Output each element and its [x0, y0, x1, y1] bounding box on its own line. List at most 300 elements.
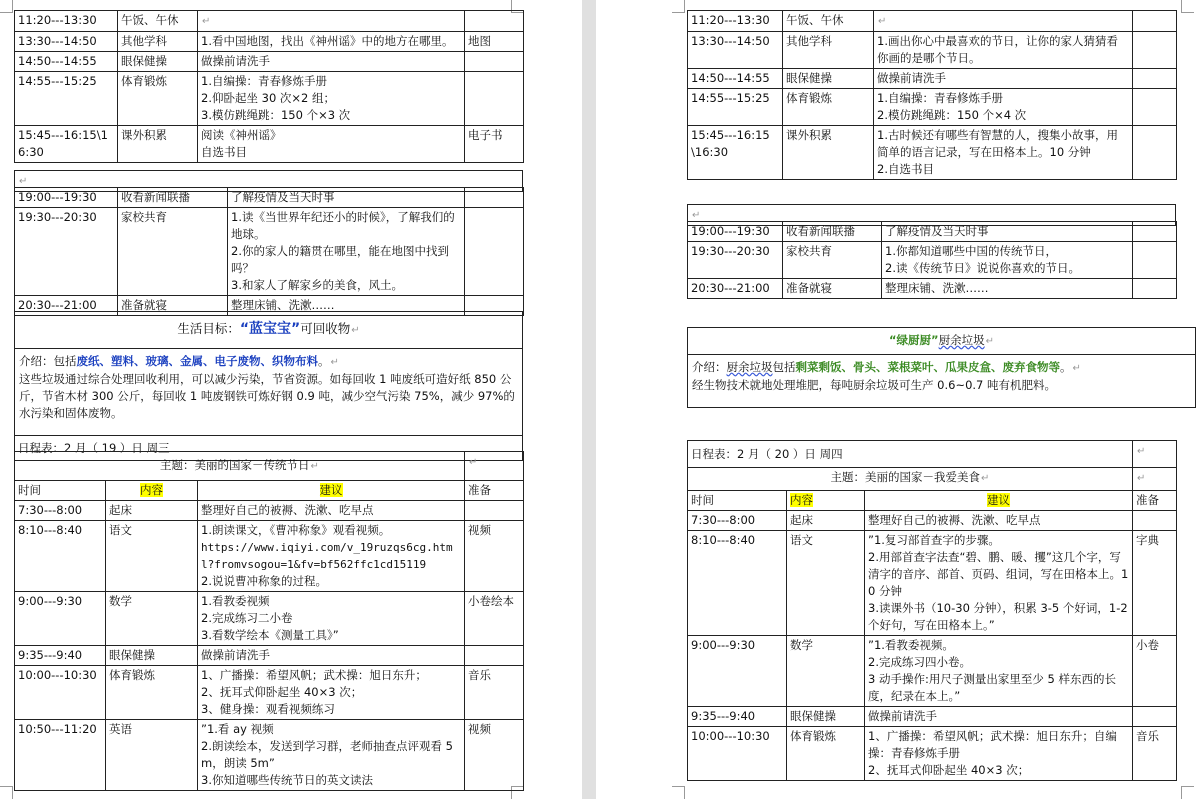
prep-cell: [465, 126, 524, 163]
subject-cell-text: 午饭、午休: [121, 13, 179, 27]
time-cell-text: 19:00---19:30: [18, 190, 97, 204]
prep-cell: [1133, 222, 1177, 242]
theme-prep-cell: ↵: [1133, 468, 1177, 491]
content-cell: [198, 52, 465, 72]
time-cell-text: 10:50---11:20: [18, 722, 97, 736]
prep-cell: [465, 208, 524, 296]
theme-text: 主题：美丽的国家－传统节日: [160, 458, 310, 472]
subject-cell: [783, 279, 882, 299]
content-line: 3.模仿跳绳跳：150 个×3 次: [201, 108, 351, 122]
content-cell: [198, 720, 465, 791]
time-cell-text: 15:45---16:15\16:30: [18, 128, 108, 159]
content-cell: [198, 501, 465, 521]
prep-cell: [465, 666, 524, 720]
subject-cell-text: 准备就寝: [121, 298, 167, 312]
content-line: 整理床铺、洗漱……: [231, 298, 335, 312]
time-cell: [15, 521, 106, 592]
content-cell: [882, 242, 1133, 279]
content-cell: [874, 89, 1133, 126]
content-cell: [865, 727, 1133, 781]
prep-cell: [465, 11, 524, 32]
content-line: 3、健身操：观看视频练习: [201, 702, 335, 716]
column-header-row: [15, 481, 524, 501]
subject-cell: [106, 666, 198, 720]
intro-body: 经生物技术就地处理堆肥，每吨厨余垃圾可生产 0.6~0.7 吨有机肥料。: [692, 378, 1057, 392]
subject-cell-text: 体育锻炼: [790, 729, 836, 743]
crop-mark: [1181, 786, 1194, 799]
content-cell: [874, 69, 1133, 89]
subject-cell: [787, 707, 865, 727]
intro-underlined: 厨余垃圾: [726, 360, 773, 374]
time-cell: [15, 501, 106, 521]
content-cell: [865, 707, 1133, 727]
subject-cell-text: 数学: [790, 638, 813, 652]
time-cell-text: 7:30---8:00: [691, 513, 756, 527]
content-line: 1.画出你心中最喜欢的节日，让你的家人猜猜看你画的是哪个节日。: [877, 34, 1118, 65]
content-line: 1、广播操：希望风帆；武术操：旭日东升；自编操：青春修炼手册: [868, 729, 1117, 760]
time-cell-text: 7:30---8:00: [18, 503, 83, 517]
subject-cell: [106, 501, 198, 521]
subject-cell: [783, 89, 874, 126]
content-line: 2.读《传统节日》说说你喜欢的节日。: [885, 261, 1080, 275]
time-cell: [688, 727, 787, 781]
prep-cell: [465, 32, 524, 52]
content-cell: [865, 511, 1133, 531]
schedule-row: [688, 636, 1177, 707]
schedule-table-morning: [14, 451, 524, 791]
prep-cell: [465, 720, 524, 791]
time-cell-text: 15:45---16:15\16:30: [691, 128, 770, 159]
intro-items: 废纸、塑料、玻璃、金属、电子废物、织物布料: [76, 354, 318, 368]
time-cell: [688, 222, 783, 242]
schedule-row: [688, 11, 1177, 32]
life-goal-title: 生活目标：“蓝宝宝”可回收物↵: [15, 312, 523, 349]
content-line: 1.朗读课文，《曹冲称象》观看视频。: [201, 523, 391, 537]
schedule-table-morning: 日程表：2 月（ 20 ）日 周四 ↵ 主题：美丽的国家－我爱美食↵ ↵ 时间 内容 建议 准备 7:30---8:00 起床 整理好自己的被褥、洗漱、吃早点 8:10---8:40 语文 ”1.复习部首查字的步骤。 2.用部首查字法查“碧、鹏、暖、攫”这几个字，写清字的音序、部首、页码、组词，写在田格本上。10 分钟 3.读课外书（10-30 分钟），积累 3-5 个好词，1-2 个好句，写在田格本上。” 字典 9:00---9:30 数学 ”1.看教委视频。 2.完成练习四小卷。 3 动手操作:用尺子测量出家里至少 5 样东西的长度，纪录在本上。” 小卷 9:35---9:40 眼保健操 做操前请洗手 10:00---10:30 体育锻炼 1、广播操：希望风帆；武术操：旭日东升；自编操：青春修炼手册 2、抚耳式仰卧起坐 40×3 次； 音乐: [687, 440, 1177, 781]
subject-cell-text: 其他学科: [786, 34, 832, 48]
time-cell-text: 13:30---14:50: [18, 34, 97, 48]
schedule-row: [15, 720, 524, 791]
subject-cell-text: 收看新闻联播: [121, 190, 190, 204]
subject-cell: [118, 32, 198, 52]
content-line: 阅读《神州谣》: [201, 128, 282, 142]
content-line: 1.自编操：青春修炼手册: [877, 91, 1003, 105]
subject-cell-text: 课外积累: [786, 128, 832, 142]
time-cell-text: 10:00---10:30: [691, 729, 770, 743]
subject-cell: [783, 69, 874, 89]
content-cell: [865, 636, 1133, 707]
content-cell: [198, 646, 465, 666]
schedule-row: [688, 89, 1177, 126]
content-line: ”1.复习部首查字的步骤。: [868, 533, 1000, 547]
time-cell: [688, 126, 783, 180]
subject-cell: [787, 511, 865, 531]
prep-cell-text: 小卷绘本: [468, 594, 514, 608]
subject-cell-text: 体育锻炼: [109, 668, 155, 682]
schedule-row: [688, 32, 1177, 69]
intro-end: 。: [1060, 360, 1072, 374]
intro-items: 剩菜剩饭、骨头、菜根菜叶、瓜果皮盒、废弃食物等: [795, 360, 1060, 374]
schedule-row: [688, 511, 1177, 531]
life-goal-suffix: 厨余垃圾: [938, 333, 985, 347]
content-line: 了解疫情及当天时事: [231, 190, 335, 204]
subject-cell-text: 眼保健操: [786, 71, 832, 85]
subject-cell: [118, 72, 198, 126]
subject-cell-text: 体育锻炼: [121, 74, 167, 88]
day-header: [688, 441, 1133, 468]
content-line: 1.古时候还有哪些有智慧的人，搜集小故事，用简单的语言记录，写在田格本上。10 分钟: [877, 128, 1118, 159]
schedule-row: [15, 126, 524, 163]
subject-cell-text: 准备就寝: [786, 281, 832, 295]
schedule-rows: [15, 501, 524, 791]
schedule-rows: [15, 11, 524, 163]
subject-cell: [106, 720, 198, 791]
content-cell: [198, 72, 465, 126]
document-page-left: [0, 0, 582, 799]
schedule-row: [15, 72, 524, 126]
content-line: 整理好自己的被褥、洗漱、吃早点: [201, 503, 374, 517]
content-line: 2.朗读绘本，发送到学习群，老师抽查点评观看 5m，朗读 5m”: [201, 739, 453, 770]
prep-cell: [1133, 727, 1177, 781]
subject-cell-text: 体育锻炼: [786, 91, 832, 105]
content-line: 1.你都知道哪些中国的传统节日，: [885, 244, 1057, 258]
subject-cell-text: 其他学科: [121, 34, 167, 48]
prep-cell: [465, 52, 524, 72]
content-line: 3.读课外书（10-30 分钟），积累 3-5 个好词，1-2 个好句，写在田格本上。”: [868, 601, 1128, 632]
time-cell-text: 8:10---8:40: [18, 523, 83, 537]
time-cell: [688, 531, 787, 636]
content-line: 做操前请洗手: [877, 71, 946, 85]
prep-cell-text: 视频: [468, 722, 491, 736]
schedule-rows: [688, 11, 1177, 180]
content-line: ”1.看 ay 视频: [201, 722, 274, 736]
subject-cell: [118, 188, 228, 208]
theme-title: 主题：美丽的国家－传统节日↵: [15, 452, 465, 481]
content-cell: [198, 32, 465, 52]
crop-mark: [1181, 0, 1194, 13]
schedule-row: [15, 646, 524, 666]
prep-cell: [1133, 707, 1177, 727]
schedule-table-afternoon: [14, 10, 524, 163]
spacer-row: ↵: [687, 204, 1176, 226]
subject-cell-text: 数学: [109, 594, 132, 608]
schedule-row: [15, 501, 524, 521]
schedule-row: [688, 126, 1177, 180]
theme-prep-cell: ↵: [465, 452, 524, 481]
subject-cell-text: 眼保健操: [121, 54, 167, 68]
schedule-row: [15, 208, 524, 296]
time-cell-text: 9:35---9:40: [18, 648, 83, 662]
content-line: 1.读《当世界年纪还小的时候》，了解我们的地球。: [231, 210, 455, 241]
time-cell: [15, 32, 118, 52]
content-cell: [865, 531, 1133, 636]
time-cell-text: 20:30---21:00: [691, 281, 770, 295]
spacer-row: ↵: [14, 170, 523, 192]
subject-cell: [787, 636, 865, 707]
time-cell: [688, 89, 783, 126]
col-header-content: 建议: [865, 491, 1133, 511]
schedule-row: [688, 69, 1177, 89]
schedule-row: [15, 521, 524, 592]
time-cell-text: 14:50---14:55: [18, 54, 97, 68]
schedule-row: [15, 52, 524, 72]
schedule-row: [15, 592, 524, 646]
time-cell-text: 11:20---13:30: [691, 13, 770, 27]
content-line: 做操前请洗手: [201, 648, 270, 662]
subject-cell: [106, 521, 198, 592]
prep-cell: [1133, 126, 1177, 180]
time-cell: [15, 72, 118, 126]
time-cell-text: 13:30---14:50: [691, 34, 770, 48]
theme-title: 主题：美丽的国家－我爱美食↵: [688, 468, 1133, 491]
time-cell: [688, 11, 783, 32]
intro-end: 。: [318, 354, 330, 368]
schedule-row: [15, 11, 524, 32]
crop-mark: [0, 0, 13, 13]
life-goal-suffix: 可回收物: [300, 321, 351, 336]
schedule-row: [688, 727, 1177, 781]
page-gap: [582, 0, 596, 799]
prep-cell: [1133, 32, 1177, 69]
time-cell: [688, 511, 787, 531]
subject-cell-text: 起床: [109, 503, 132, 517]
intro-body: 这些垃圾通过综合处理回收利用，可以减少污染，节省资源。如每回收 1 吨废纸可造好纸 850 公斤，节省木材 300 公斤，每回收 1 吨废钢铁可炼好钢 0.9 吨，减少空气污染 75%，减少 97%的水污染和固体废物。: [19, 372, 515, 420]
content-line: 3.和家人了解家乡的美食，风土。: [231, 278, 403, 292]
intro-label: 介绍：包括: [19, 354, 77, 368]
col-header-content: 建议: [198, 481, 465, 501]
time-cell-text: 9:00---9:30: [18, 594, 83, 608]
crop-mark: [672, 0, 685, 13]
time-cell: [15, 646, 106, 666]
schedule-table-evening: [687, 221, 1177, 299]
subject-cell: [118, 52, 198, 72]
col-header-subject: 内容: [787, 491, 865, 511]
content-line: 1.看教委视频: [201, 594, 270, 608]
time-cell-text: 14:55---15:25: [18, 74, 97, 88]
content-cell: [198, 126, 465, 163]
time-cell: [688, 242, 783, 279]
content-line: https://www.iqiyi.com/v_19ruzqs6cg.html?fromvsogou=1&fv=bf562ffc1cd15119: [201, 541, 453, 571]
schedule-rows: [15, 188, 524, 316]
subject-cell: [783, 222, 882, 242]
time-cell: [15, 188, 118, 208]
time-cell-text: 11:20---13:30: [18, 13, 97, 27]
content-cell: ↵: [198, 11, 465, 32]
prep-cell: [465, 72, 524, 126]
content-line: 了解疫情及当天时事: [885, 224, 989, 238]
time-cell: [15, 720, 106, 791]
schedule-row: [688, 531, 1177, 636]
prep-cell: [1133, 511, 1177, 531]
content-line: 1.看中国地图，找出《神州谣》中的地方在哪里。: [201, 34, 454, 48]
col-header-prep: 准备: [1133, 491, 1177, 511]
subject-cell-text: 午饭、午休: [786, 13, 844, 27]
time-cell: [15, 11, 118, 32]
prep-cell: [465, 592, 524, 646]
prep-cell: [1133, 69, 1177, 89]
content-line: ”1.看教委视频。: [868, 638, 954, 652]
subject-cell-text: 英语: [109, 722, 132, 736]
schedule-row: [688, 242, 1177, 279]
subject-cell-text: 家校共育: [786, 244, 832, 258]
content-line: 做操前请洗手: [201, 54, 270, 68]
time-cell-text: 10:00---10:30: [18, 668, 97, 682]
time-cell-text: 9:00---9:30: [691, 638, 756, 652]
col-header-prep: 准备: [465, 481, 524, 501]
subject-cell: [783, 32, 874, 69]
schedule-rows: [688, 222, 1177, 299]
content-line: 做操前请洗手: [868, 709, 937, 723]
content-cell: [228, 188, 465, 208]
schedule-rows: [688, 511, 1177, 781]
content-line: 2.说说曹冲称象的过程。: [201, 574, 327, 588]
prep-cell-text: 地图: [468, 34, 491, 48]
subject-cell: [787, 727, 865, 781]
schedule-row: [688, 707, 1177, 727]
prep-cell-text: 字典: [1136, 533, 1159, 547]
col-header-subject: 内容: [106, 481, 198, 501]
content-line: 3.看数学绘本《测量工具》”: [201, 628, 339, 642]
life-goal-title: “绿厨厨”厨余垃圾↵: [688, 328, 1196, 355]
schedule-row: [688, 222, 1177, 242]
subject-cell: [118, 208, 228, 296]
subject-cell-text: 收看新闻联播: [786, 224, 855, 238]
content-line: 2.完成练习二小卷: [201, 611, 293, 625]
life-goal-name: “蓝宝宝”: [239, 321, 301, 337]
prep-cell: [465, 188, 524, 208]
content-cell: [198, 666, 465, 720]
prep-cell-text: 音乐: [1136, 729, 1159, 743]
prep-cell-text: 音乐: [468, 668, 491, 682]
time-cell: [15, 126, 118, 163]
time-cell: [688, 69, 783, 89]
subject-cell: [787, 531, 865, 636]
content-line: 2、抚耳式仰卧起坐 40×3 次；: [201, 685, 363, 699]
schedule-row: [15, 188, 524, 208]
time-cell-text: 8:10---8:40: [691, 533, 756, 547]
content-line: 1.自编操：青春修炼手册: [201, 74, 327, 88]
content-line: 2、抚耳式仰卧起坐 40×3 次；: [868, 763, 1030, 777]
col-header-time: 时间: [15, 481, 106, 501]
content-line: 2.完成练习四小卷。: [868, 655, 971, 669]
subject-cell-text: 起床: [790, 513, 813, 527]
intro-mid: 包括: [772, 360, 796, 374]
intro-line: 介绍：包括废纸、塑料、玻璃、金属、电子废物、织物布料。↵: [19, 354, 339, 368]
content-line: 2.仰卧起坐 30 次×2 组；: [201, 91, 336, 105]
content-cell: ↵: [874, 11, 1133, 32]
intro-label: 介绍：: [692, 360, 727, 374]
time-cell: [15, 52, 118, 72]
content-line: 自选书目: [201, 145, 247, 159]
content-cell: [882, 279, 1133, 299]
subject-cell-text: 家校共育: [121, 210, 167, 224]
content-line: 2.模仿跳绳跳：150 个×4 次: [877, 108, 1027, 122]
content-cell: [198, 592, 465, 646]
intro-box: [688, 355, 1196, 408]
time-cell: [15, 666, 106, 720]
schedule-row: [15, 666, 524, 720]
theme-text: 主题：美丽的国家－我爱美食: [830, 470, 981, 484]
col-header-time: 时间: [688, 491, 787, 511]
life-goal-box: [14, 311, 523, 461]
subject-cell-text: 语文: [790, 533, 813, 547]
day-header-text: 日程表：2 月（ 19 ）日 周三: [18, 441, 170, 455]
subject-cell: [783, 242, 882, 279]
prep-cell: [465, 521, 524, 592]
content-cell: [882, 222, 1133, 242]
crop-mark: [0, 786, 13, 799]
time-cell-text: 9:35---9:40: [691, 709, 756, 723]
document-page-right: [596, 0, 1204, 799]
content-line: 3.你知道哪些传统节日的英文读法: [201, 773, 373, 787]
prep-cell: [1133, 636, 1177, 707]
intro-line: 介绍：厨余垃圾包括剩菜剩饭、骨头、菜根菜叶、瓜果皮盒、废弃食物等。↵: [692, 360, 1081, 374]
time-cell-text: 19:30---20:30: [691, 244, 770, 258]
prep-cell-text: 小卷: [1136, 638, 1159, 652]
content-cell: [874, 126, 1133, 180]
time-cell-text: 14:55---15:25: [691, 91, 770, 105]
subject-cell-text: 语文: [109, 523, 132, 537]
subject-cell-text: 眼保健操: [109, 648, 155, 662]
subject-cell: [118, 126, 198, 163]
time-cell-text: 20:30---21:00: [18, 298, 97, 312]
time-cell: [688, 32, 783, 69]
prep-cell: [465, 501, 524, 521]
time-cell: [15, 208, 118, 296]
content-line: 2.你的家人的籍贯在哪里，能在地图中找到吗？: [231, 244, 449, 275]
time-cell-text: 19:30---20:30: [18, 210, 97, 224]
column-header-row: [688, 491, 1177, 511]
schedule-table-afternoon: [687, 10, 1177, 180]
schedule-row: [15, 32, 524, 52]
life-goal-name: “绿厨厨”: [888, 333, 939, 347]
prep-cell: [1133, 11, 1177, 32]
subject-cell: [783, 126, 874, 180]
schedule-table-evening: [14, 187, 524, 316]
time-cell: [688, 707, 787, 727]
crop-mark: [672, 786, 685, 799]
prep-cell-text: 电子书: [468, 128, 503, 142]
time-cell-text: 19:00---19:30: [691, 224, 770, 238]
content-line: 1、广播操：希望风帆；武术操：旭日东升；: [201, 668, 427, 682]
prep-cell: [1133, 89, 1177, 126]
subject-cell-text: 课外积累: [121, 128, 167, 142]
content-cell: [198, 521, 465, 592]
time-cell: [15, 592, 106, 646]
content-line: 整理床铺、洗漱……: [885, 281, 989, 295]
day-header-text: 日程表：2 月（ 20 ）日 周四: [691, 447, 843, 461]
content-line: 3 动手操作:用尺子测量出家里至少 5 样东西的长度，纪录在本上。”: [868, 672, 1116, 703]
intro-box: [15, 349, 523, 436]
subject-cell: [783, 11, 874, 32]
prep-cell: [1133, 279, 1177, 299]
life-goal-prefix: 生活目标：: [177, 321, 240, 336]
subject-cell: [118, 11, 198, 32]
life-goal-box: [687, 327, 1196, 408]
content-line: 整理好自己的被褥、洗漱、吃早点: [868, 513, 1041, 527]
prep-cell: [465, 646, 524, 666]
prep-cell: [1133, 531, 1177, 636]
content-line: 2.自选书目: [877, 162, 934, 176]
prep-cell: [1133, 242, 1177, 279]
time-cell-text: 14:50---14:55: [691, 71, 770, 85]
content-cell: [874, 32, 1133, 69]
content-line: 2.用部首查字法查“碧、鹏、暖、攫”这几个字，写清字的音序、部首、页码、组词，写在田格本上。10 分钟: [868, 550, 1129, 598]
time-cell: [688, 279, 783, 299]
time-cell: [688, 636, 787, 707]
schedule-row: [688, 279, 1177, 299]
prep-cell-text: 视频: [468, 523, 491, 537]
